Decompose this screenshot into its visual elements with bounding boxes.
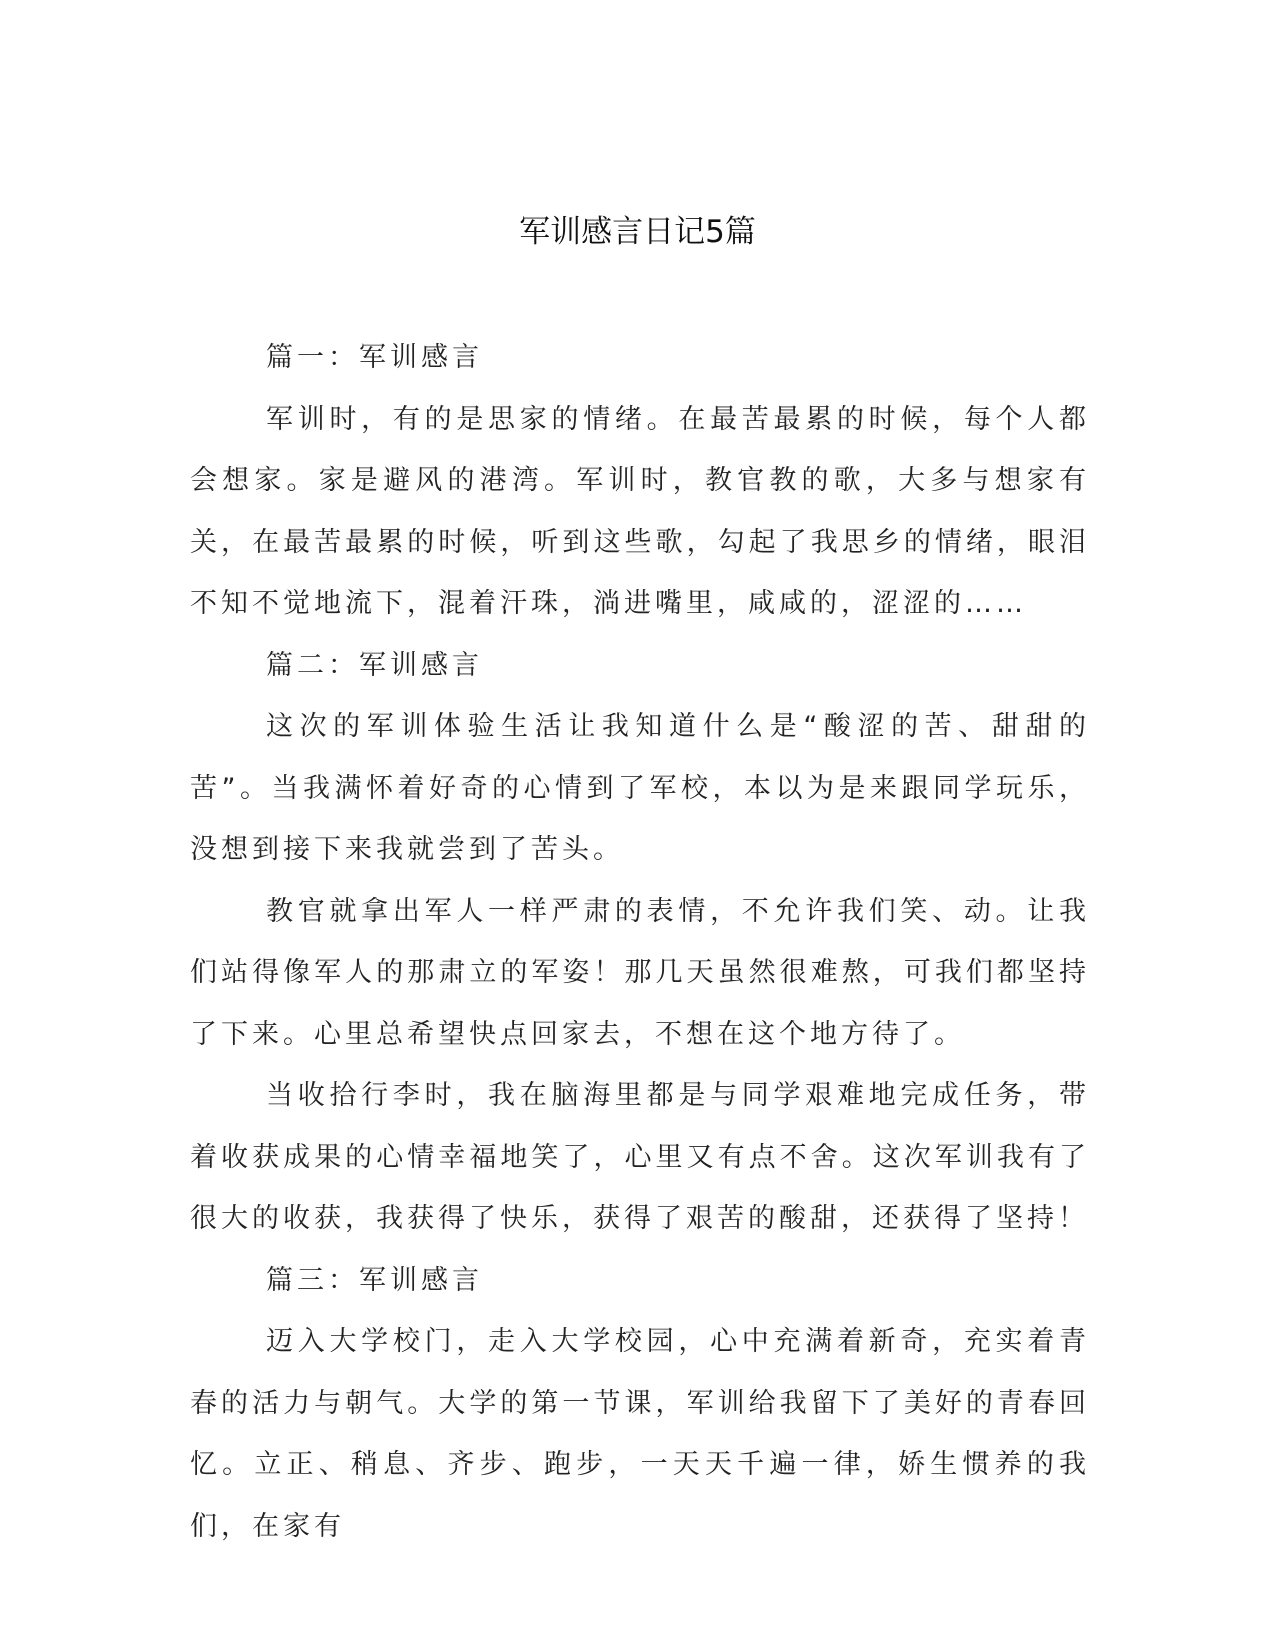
body-paragraph: 当收拾行李时，我在脑海里都是与同学艰难地完成任务，带着收获成果的心情幸福地笑了，心里又有点不舍。这次军训我有了很大的收获，我获得了快乐，获得了艰苦的酸甜，还获得了坚持！: [190, 1080, 1090, 1234]
body-paragraph: 迈入大学校门，走入大学校园，心中充满着新奇，充实着青春的活力与朝气。大学的第一节课，军训给我留下了美好的青春回忆。立正、稍息、齐步、跑步，一天天千遍一律，娇生惯养的我们，在家有: [190, 1326, 1090, 1542]
document-title: 军训感言日记5篇: [519, 214, 756, 250]
section-heading: 篇三：军训感言: [266, 1264, 483, 1296]
section-heading: 篇一：军训感言: [266, 342, 483, 373]
body-paragraph: 教官就拿出军人一样严肃的表情，不允许我们笑、动。让我们站得像军人的那肃立的军姿！那几天虽然很难熬，可我们都坚持了下来。心里总希望快点回家去，不想在这个地方待了。: [190, 895, 1090, 1050]
body-paragraph: 军训时，有的是思家的情绪。在最苦最累的时候，每个人都会想家。家是避风的港湾。军训时，教官教的歌，大多与想家有关，在最苦最累的时候，听到这些歌，勾起了我思乡的情绪，眼泪不知不觉地流下，混着汗珠，淌进嘴里，咸咸的，涩涩的……: [190, 403, 1090, 619]
section-heading: 篇二：军训感言: [266, 649, 483, 681]
body-paragraph: 这次的军训体验生活让我知道什么是“酸涩的苦、甜甜的苦”。当我满怀着好奇的心情到了军校，本以为是来跟同学玩乐，没想到接下来我就尝到了苦头。: [190, 711, 1090, 865]
document-body: [190, 327, 1090, 1557]
